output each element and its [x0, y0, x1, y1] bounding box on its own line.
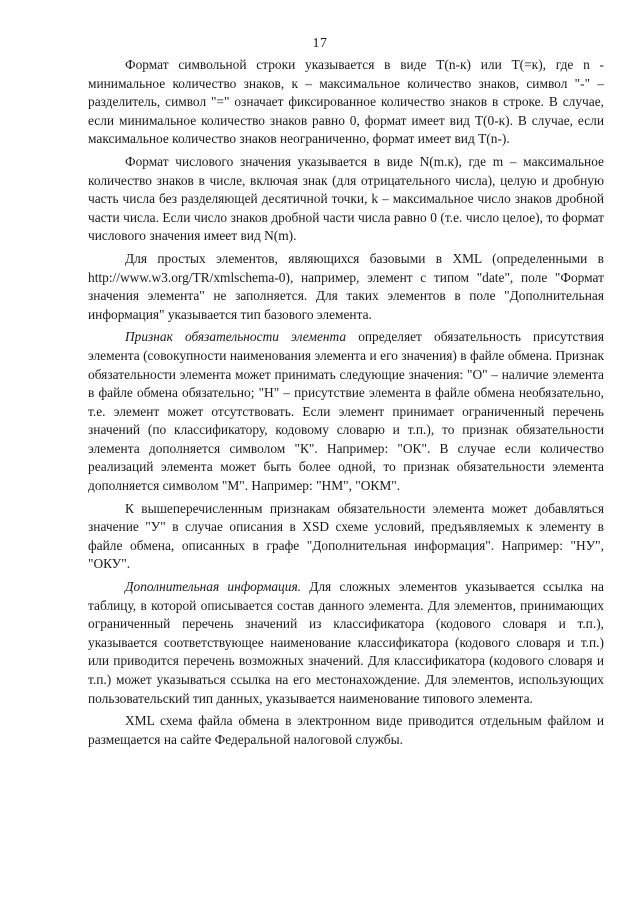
paragraph-lead-italic: Дополнительная информация.	[125, 579, 302, 595]
document-body	[88, 56, 604, 753]
paragraph-xsd-conditions	[88, 500, 604, 574]
paragraph-text: определяет обязательность присутствия элемента (совокупности наименования элемента и его значения) в файле обмена. Признак обязательности элемента может принимать следующие значения: "О" – наличие элемента в файле обмена обязательно; "Н" – присутствие элемента в файле обмена необязательно, т.е. элемент может отсутствовать. Если элемент принимает ограниченный перечень значений (по классификатору, кодовому словарю и т.п.), то признак обязательности элемента дополняется символом "К". Например: "ОК". В случае если количество реализаций элемента может быть более одной, то признак обязательности элемента дополняется символом "М". Например: "НМ", "ОКМ".	[88, 329, 605, 494]
paragraph-mandatory-sign	[88, 328, 604, 495]
page-number: 17	[312, 36, 328, 51]
paragraph-text: Формат числового значения указывается в виде N(m.к), где m – максимальное количество знаков в числе, включая знак (для отрицательного числа), целую и дробную часть числа без разделяющей десятичной точки, k – максимальное число знаков дробной части числа. Если число знаков дробной части числа равно 0 (т.е. число целое), то формат числового значения имеет вид N(m).	[88, 153, 604, 244]
paragraph-text: Для сложных элементов указывается ссылка на таблицу, в которой описывается состав данного элемента. Для элементов, принимающих ограниченный перечень значений из классификатора (кодового словаря и т.п.), указывается соответствующее наименование классификатора (кодового словаря и т.п.) или приводится перечень возможных значений. Для классификатора (кодового словаря и т.п.) может указываться ссылка на его местонахождение. Для элементов, использующих пользовательский тип данных, указывается наименование типового элемента.	[88, 579, 605, 706]
paragraph-simple-elements	[88, 250, 604, 324]
paragraph-text: К вышеперечисленным признакам обязательности элемента может добавляться значение "У" в случае описания в XSD схеме условий, предъявляемых к элементу в файле обмена, описанных в графе "Дополнительная информация". Например: "НУ", "ОКУ".	[88, 500, 604, 572]
paragraph-text: Формат символьной строки указывается в виде Т(n-к) или Т(=к), где n - минимальное количество знаков, к – максимальное количество знаков, символ "-" – разделитель, символ "=" означает фиксированное количество знаков в строке. В случае, если минимальное количество знаков равно 0, формат имеет вид Т(0-к). В случае, если максимальное количество знаков неограниченно, формат имеет вид Т(n-).	[88, 57, 604, 147]
paragraph-numeric-format	[88, 153, 604, 246]
paragraph-string-format	[88, 56, 604, 149]
paragraph-xml-schema-publication	[88, 712, 604, 749]
paragraph-text: Для простых элементов, являющихся базовыми в XML (определенными в http://www.w3.org/TR/xmlschema-0), например, элемент с типом "date", поле "Формат значения элемента" не заполняется. Для таких элементов в поле "Дополнительная информация" указывается тип базового элемента.	[88, 250, 604, 322]
paragraph-lead-italic: Признак обязательности элемента	[125, 329, 347, 345]
paragraph-text: XML схема файла обмена в электронном виде приводится отдельным файлом и размещается на сайте Федеральной налоговой службы.	[88, 713, 604, 747]
paragraph-additional-info	[88, 578, 604, 708]
